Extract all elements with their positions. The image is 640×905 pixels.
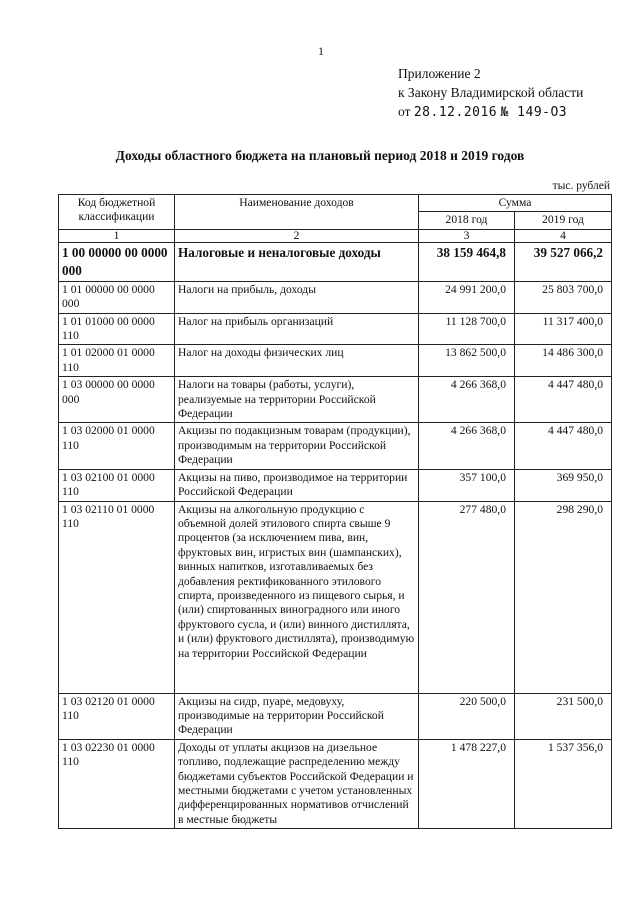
row-code: 1 03 00000 00 0000 000 [59, 377, 175, 423]
column-index: 4 [515, 229, 612, 242]
row-code: 1 00 00000 00 0000 000 [59, 242, 175, 281]
appendix-line2: к Закону Владимирской области [398, 85, 584, 100]
table-row [59, 469, 612, 501]
header-year-2018: 2018 год [419, 212, 515, 229]
table-row [59, 423, 612, 469]
appendix-number: № 149-ОЗ [500, 105, 568, 120]
appendix-date-line [398, 102, 583, 122]
header-code: Код бюджетной классификации [59, 195, 175, 230]
appendix-prefix: от [398, 104, 411, 119]
row-name: Налоги на товары (работы, услуги), реализуемые на территории Российской Федерации [175, 377, 419, 423]
column-index: 2 [175, 229, 419, 242]
document-title: Доходы областного бюджета на плановый период 2018 и 2019 годов [115, 148, 525, 163]
row-code: 1 03 02100 01 0000 110 [59, 469, 175, 501]
row-value-2018: 357 100,0 [419, 469, 515, 501]
row-value-2019: 11 317 400,0 [515, 313, 612, 345]
table-row [59, 739, 612, 828]
row-name: Налог на прибыль организаций [175, 313, 419, 345]
row-value-2019: 231 500,0 [515, 693, 612, 739]
row-value-2018: 4 266 368,0 [419, 423, 515, 469]
table-row [59, 693, 612, 739]
unit-label: тыс. рублей [552, 180, 610, 192]
row-value-2018: 277 480,0 [419, 501, 515, 693]
row-name: Налоговые и неналоговые доходы [175, 242, 419, 281]
table-row [59, 313, 612, 345]
header-name: Наименование доходов [175, 195, 419, 230]
row-code: 1 03 02110 01 0000 110 [59, 501, 175, 693]
row-value-2018: 11 128 700,0 [419, 313, 515, 345]
table-row [59, 345, 612, 377]
page-number: 1 [318, 44, 324, 58]
row-name: Доходы от уплаты акцизов на дизельное топливо, подлежащие распределению между бюджетами субъектов Российской Федерации и местными бюджетами с учетом установленных дифференцированных нормативов отчислений в местные бюджеты [175, 739, 419, 828]
row-code: 1 03 02000 01 0000 110 [59, 423, 175, 469]
row-value-2019: 1 537 356,0 [515, 739, 612, 828]
row-value-2018: 38 159 464,8 [419, 242, 515, 281]
row-name: Акцизы на сидр, пуаре, медовуху, производимые на территории Российской Федерации [175, 693, 419, 739]
header-year-2019: 2019 год [515, 212, 612, 229]
table-row [59, 242, 612, 281]
row-name: Акцизы на алкогольную продукцию с объемной долей этилового спирта свыше 9 процентов (за исключением пива, вин, фруктовых вин, игристых вин (шампанских), винных напитков, изготавливаемых без добавления ректификованного этилового спирта, произведенного из пищевого сырья, и (или) спиртованных виноградного или иного фруктового сусла, и (или) винного дистиллята, и (или) фруктового дистиллята), производимую на территории Российской Федерации [175, 501, 419, 693]
table-row [59, 377, 612, 423]
row-value-2019: 298 290,0 [515, 501, 612, 693]
appendix-header [398, 64, 583, 122]
row-value-2018: 4 266 368,0 [419, 377, 515, 423]
column-index: 1 [59, 229, 175, 242]
appendix-date: 28.12.2016 [413, 105, 498, 120]
row-name: Налоги на прибыль, доходы [175, 281, 419, 313]
row-value-2019: 4 447 480,0 [515, 423, 612, 469]
appendix-line1: Приложение 2 [398, 66, 481, 81]
row-value-2018: 24 991 200,0 [419, 281, 515, 313]
header-sum: Сумма [419, 195, 612, 212]
table-row [59, 501, 612, 693]
row-name: Акцизы на пиво, производимое на территории Российской Федерации [175, 469, 419, 501]
column-index: 3 [419, 229, 515, 242]
row-name: Налог на доходы физических лиц [175, 345, 419, 377]
row-code: 1 03 02230 01 0000 110 [59, 739, 175, 828]
row-value-2018: 1 478 227,0 [419, 739, 515, 828]
row-value-2019: 369 950,0 [515, 469, 612, 501]
row-value-2019: 39 527 066,2 [515, 242, 612, 281]
row-code: 1 01 01000 00 0000 110 [59, 313, 175, 345]
row-value-2019: 25 803 700,0 [515, 281, 612, 313]
row-code: 1 01 00000 00 0000 000 [59, 281, 175, 313]
row-code: 1 01 02000 01 0000 110 [59, 345, 175, 377]
row-value-2018: 220 500,0 [419, 693, 515, 739]
row-value-2019: 4 447 480,0 [515, 377, 612, 423]
revenue-table [58, 194, 612, 829]
row-code: 1 03 02120 01 0000 110 [59, 693, 175, 739]
row-name: Акцизы по подакцизным товарам (продукции), производимым на территории Российской Федерации [175, 423, 419, 469]
row-value-2018: 13 862 500,0 [419, 345, 515, 377]
table-row [59, 281, 612, 313]
row-value-2019: 14 486 300,0 [515, 345, 612, 377]
